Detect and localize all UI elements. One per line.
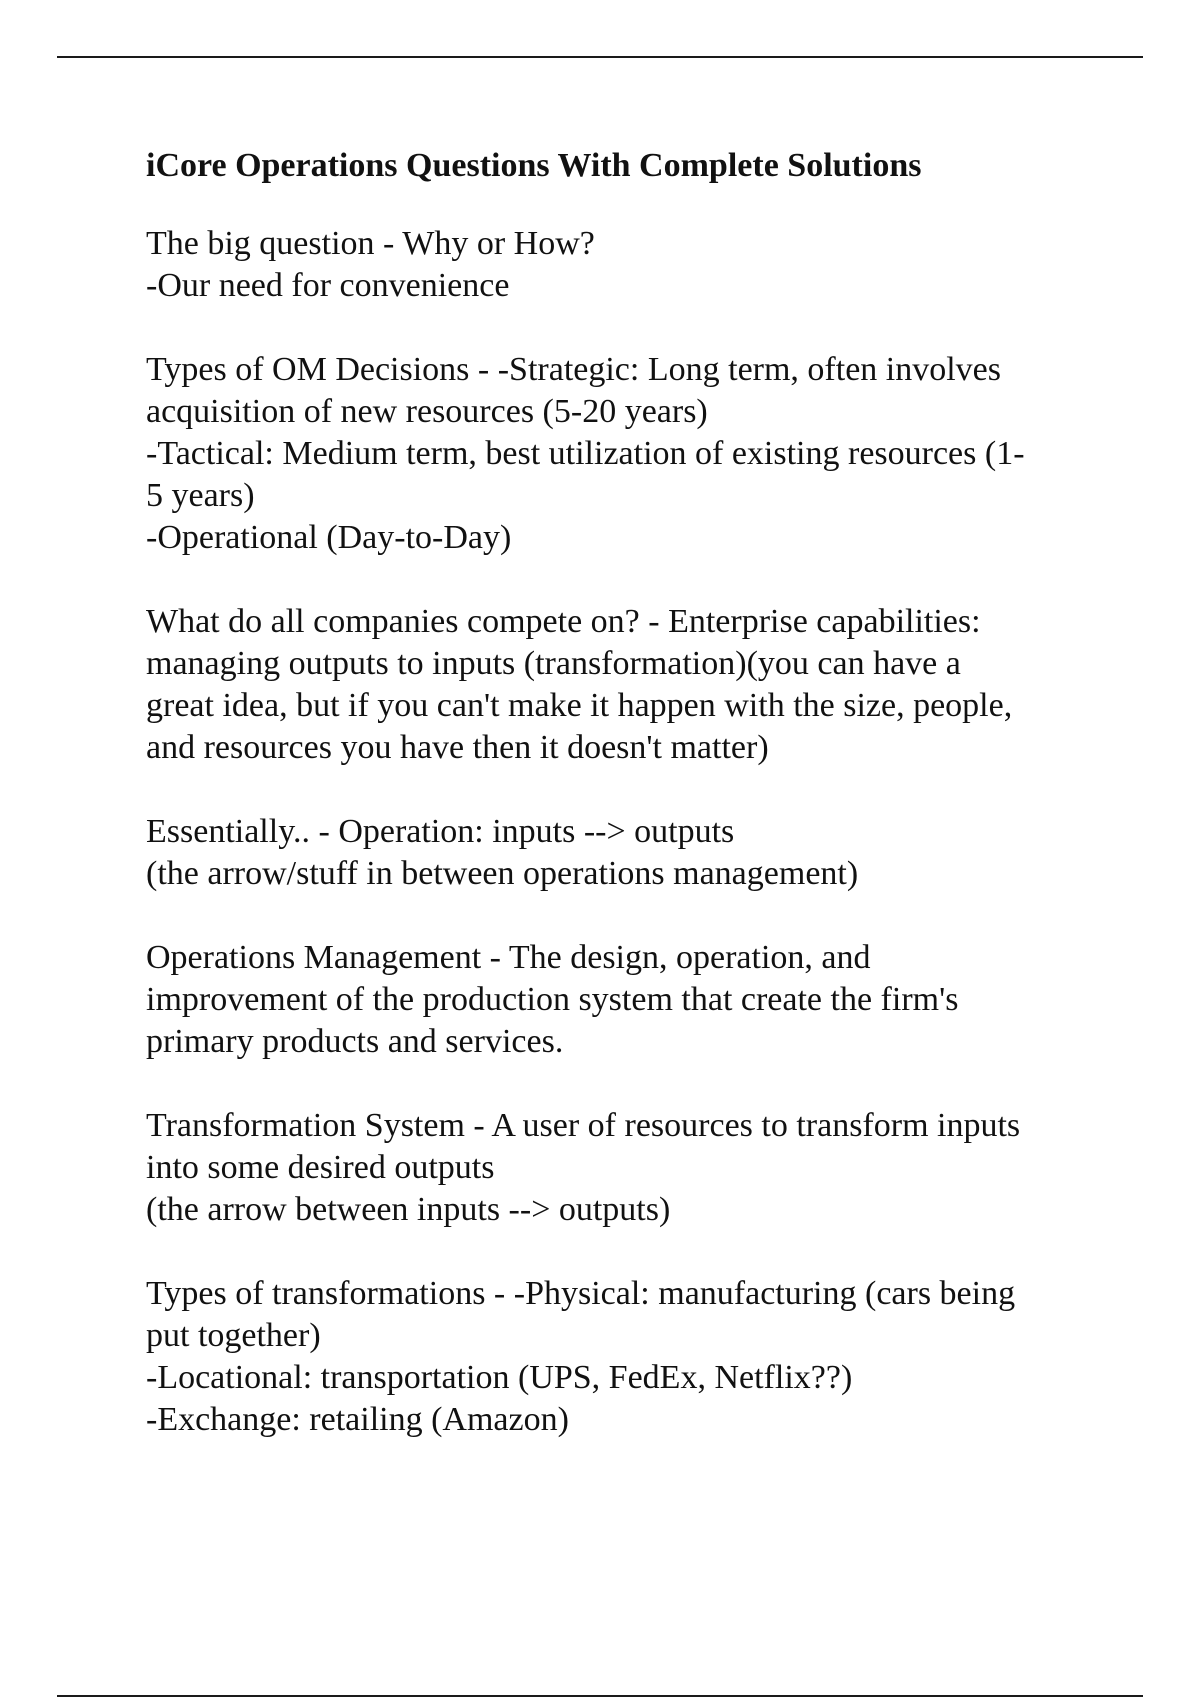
qa-entry	[146, 1105, 1096, 1231]
entry-line: Operations Management - The design, operation, and	[146, 939, 871, 976]
qa-entry	[146, 937, 1096, 1063]
entry-line: 5 years)	[146, 477, 255, 514]
top-divider	[57, 56, 1143, 58]
qa-entry	[146, 223, 1096, 307]
entry-line: managing outputs to inputs (transformation)(you can have a	[146, 645, 961, 682]
entry-line: into some desired outputs	[146, 1149, 495, 1186]
entry-line: (the arrow/stuff in between operations management)	[146, 855, 859, 892]
entry-line: -Tactical: Medium term, best utilization of existing resources (1-	[146, 435, 1025, 472]
entry-line: and resources you have then it doesn't matter)	[146, 729, 769, 766]
entry-line: put together)	[146, 1317, 321, 1354]
entry-line: -Exchange: retailing (Amazon)	[146, 1401, 569, 1438]
entry-line: improvement of the production system that create the firm's	[146, 981, 959, 1018]
entry-line: The big question - Why or How?	[146, 225, 595, 262]
entry-line: Types of OM Decisions - -Strategic: Long term, often involves	[146, 351, 1001, 388]
entry-line: Transformation System - A user of resources to transform inputs	[146, 1107, 1021, 1144]
entry-line: great idea, but if you can't make it happen with the size, people,	[146, 687, 1013, 724]
qa-entry	[146, 601, 1096, 769]
entry-line: -Operational (Day-to-Day)	[146, 519, 512, 556]
entry-line: primary products and services.	[146, 1023, 564, 1060]
entry-line: Essentially.. - Operation: inputs --> outputs	[146, 813, 735, 850]
document-title: iCore Operations Questions With Complete Solutions	[146, 147, 922, 184]
qa-entry	[146, 811, 1096, 895]
qa-entry	[146, 349, 1096, 559]
bottom-divider	[57, 1695, 1143, 1697]
entry-line: -Locational: transportation (UPS, FedEx, Netflix??)	[146, 1359, 853, 1396]
entry-line: acquisition of new resources (5-20 years)	[146, 393, 708, 430]
entry-line: -Our need for convenience	[146, 267, 510, 304]
document-body	[146, 145, 1096, 1483]
entry-line: What do all companies compete on? - Enterprise capabilities:	[146, 603, 981, 640]
qa-entry	[146, 1273, 1096, 1441]
entry-line: Types of transformations - -Physical: manufacturing (cars being	[146, 1275, 1016, 1312]
entry-line: (the arrow between inputs --> outputs)	[146, 1191, 671, 1228]
